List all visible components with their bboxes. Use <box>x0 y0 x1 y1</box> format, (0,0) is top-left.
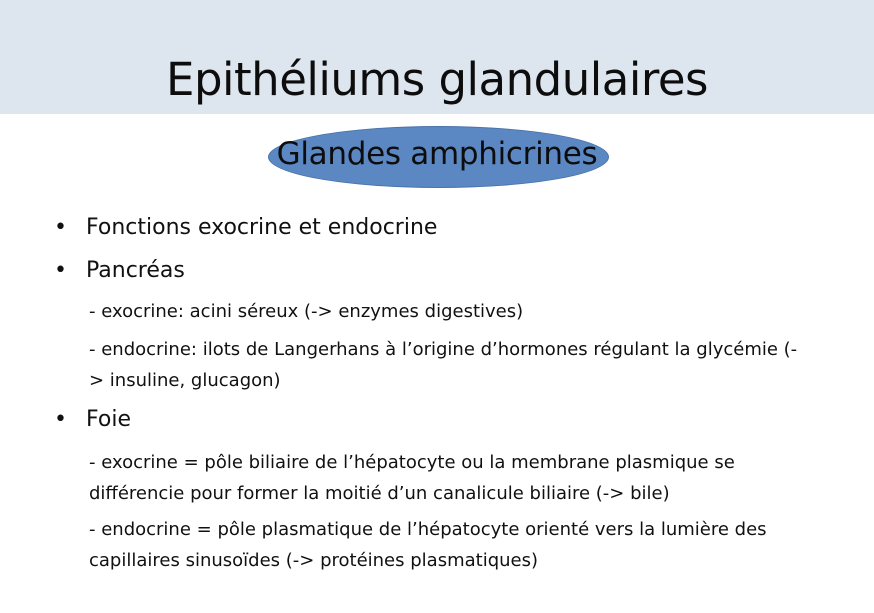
slide-subtitle: Glandes amphicrines <box>276 136 598 172</box>
bullet-marker: • <box>54 215 67 240</box>
bullet-text: Foie <box>86 407 131 432</box>
slide-title: Epithéliums glandulaires <box>166 53 708 106</box>
sub-item: - endocrine = pôle plasmatique de l’hépatocyte orienté vers la lumière des capillaires sinusoïdes (-> protéines plasmatiques) <box>89 519 767 571</box>
bullet-marker: • <box>54 258 67 283</box>
sub-item: - exocrine = pôle biliaire de l’hépatocyte ou la membrane plasmique se différencie pour former la moitié d’un canalicule biliaire (-> bile) <box>89 452 735 504</box>
sub-item: - exocrine: acini séreux (-> enzymes digestives) <box>89 301 524 322</box>
bullet-text: Fonctions exocrine et endocrine <box>86 215 438 240</box>
sub-item: - endocrine: ilots de Langerhans à l’origine d’hormones régulant la glycémie (-> insuline, glucagon) <box>89 339 798 391</box>
bullet-text: Pancréas <box>86 258 185 283</box>
bullet-marker: • <box>54 407 67 432</box>
